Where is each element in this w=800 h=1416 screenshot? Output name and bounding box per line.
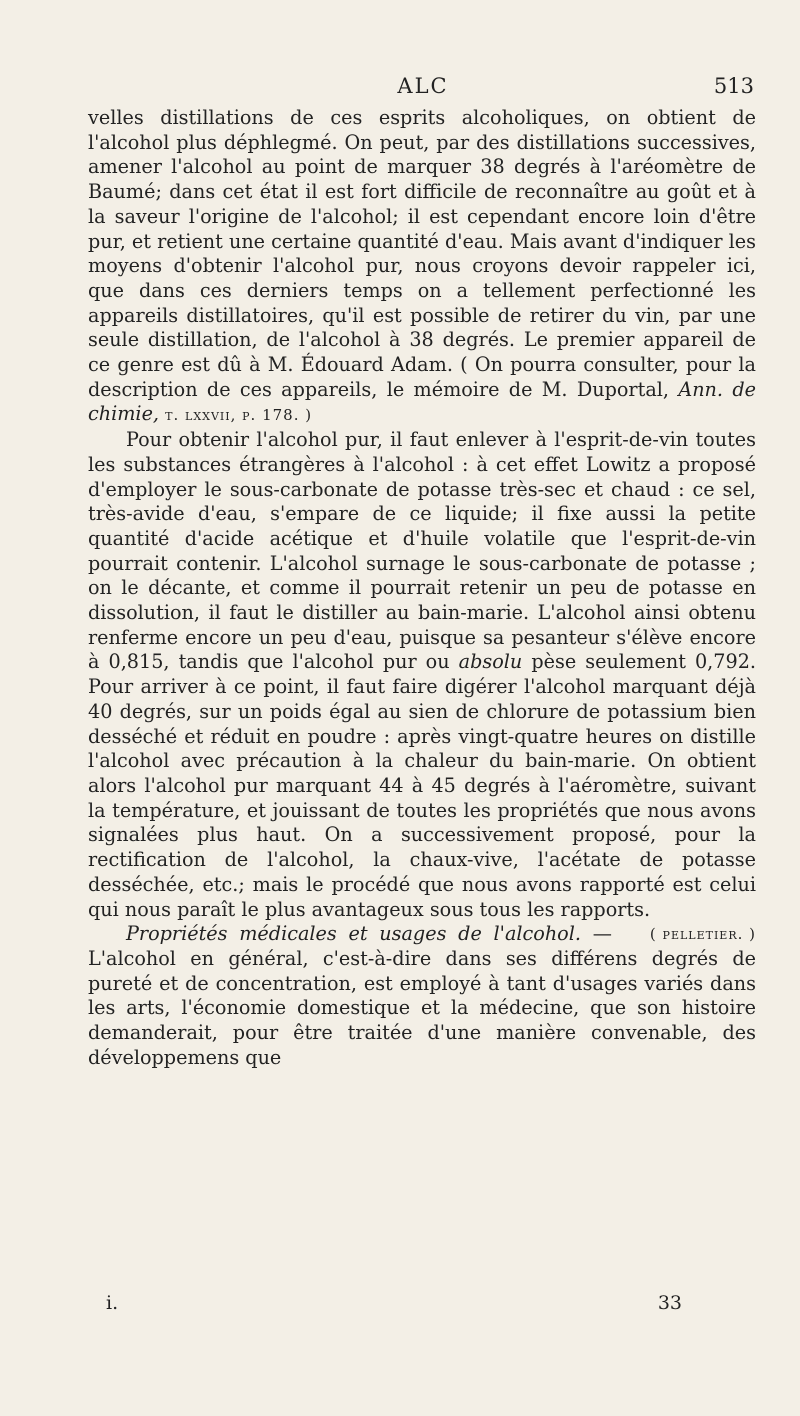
signature-mark: i. xyxy=(106,1292,119,1314)
paragraph-2-continuation: pèse seulement 0,792. Pour arriver à ce point, il faut faire digérer l'alcohol marquant déjà 40 degrés, sur un poids égal au sien de chlorure de potassium bien desséché et réduit en poudre : après vingt-quatre heures on distille l'alcohol avec précaution à la chaleur du bain-marie. On obtient alors l'alcohol pur marquant 44 à 45 degrés à l'aéromètre, suivant la température, et jouissant de toutes les propriétés que nous avons signalées plus haut. On a successivement proposé, pour la rectification de l'alcohol, la chaux-vive, l'acétate de potasse desséchée, etc.; mais le procédé que nous avons rapporté est celui qui nous paraît le plus avantageux sous tous les rapports. xyxy=(88,650,756,921)
page-number: 513 xyxy=(713,74,754,98)
section-heading: Propriétés médicales et usages de l'alcohol. xyxy=(126,922,581,946)
page-header xyxy=(92,72,754,102)
author-signature: ( pelletier. ) xyxy=(649,925,756,944)
journal-reference: t. lxxvii, p. 178. ) xyxy=(165,406,313,425)
journal-title: Ann. de chimie, xyxy=(88,377,756,426)
sheet-number: 33 xyxy=(657,1292,682,1314)
italic-term: absolu xyxy=(458,650,523,674)
paragraph-1-text: velles distillations de ces esprits alcoholiques, on obtient de l'alcohol plus déphlegmé. On peut, par des distillations successives, amener l'alcohol au point de marquer 38 degrés à l'aréomètre de Baumé; dans cet état il est fort difficile de reconnaître au goût et à la saveur l'origine de l'alcohol; il est cependant encore loin d'être pur, et retient une certaine quantité d'eau. Mais avant d'indiquer les moyens d'obtenir l'alcohol pur, nous croyons devoir rappeler ici, que dans ces derniers temps on a tellement perfectionné les appareils distillatoires, qu'il est possible de retirer du vin, par une seule distillation, de l'alcohol à 38 degrés. Le premier appareil de ce genre est dû à M. Édouard Adam. ( On pourra consulter, pour la description de ces appareils, le mémoire de M. Duportal, xyxy=(88,106,756,401)
paragraph-2-text: Pour obtenir l'alcohol pur, il faut enlever à l'esprit-de-vin toutes les substances étrangères à l'alcohol : à cet effet Lowitz a proposé d'employer le sous-carbonate de potasse très-sec et chaud : ce sel, très-avide d'eau, s'empare de ce liquide; il fixe aussi la petite quantité d'acide acétique et d'huile volatile que l'esprit-de-vin pourrait contenir. L'alcohol surnage le sous-carbonate de potasse ; on le décante, et comme il pourrait retenir un peu de potasse en dissolution, il faut le distiller au bain-marie. L'alcohol ainsi obtenu renferme encore un peu d'eau, puisque sa pesanteur s'élève encore à 0,815, tandis que l'alcohol pur ou xyxy=(88,428,756,674)
page-footer xyxy=(106,1292,682,1318)
paragraph-3-text: — L'alcohol en général, c'est-à-dire dans ses différens degrés de pureté et de concentration, est employé à tant d'usages variés dans les arts, l'économie domestique et la médecine, que son histoire demanderait, pour être traitée d'une manière convenable, des développemens que xyxy=(88,922,756,1069)
body-text xyxy=(88,106,756,1070)
running-head: ALC xyxy=(397,74,449,98)
paragraph-1 xyxy=(88,106,756,428)
